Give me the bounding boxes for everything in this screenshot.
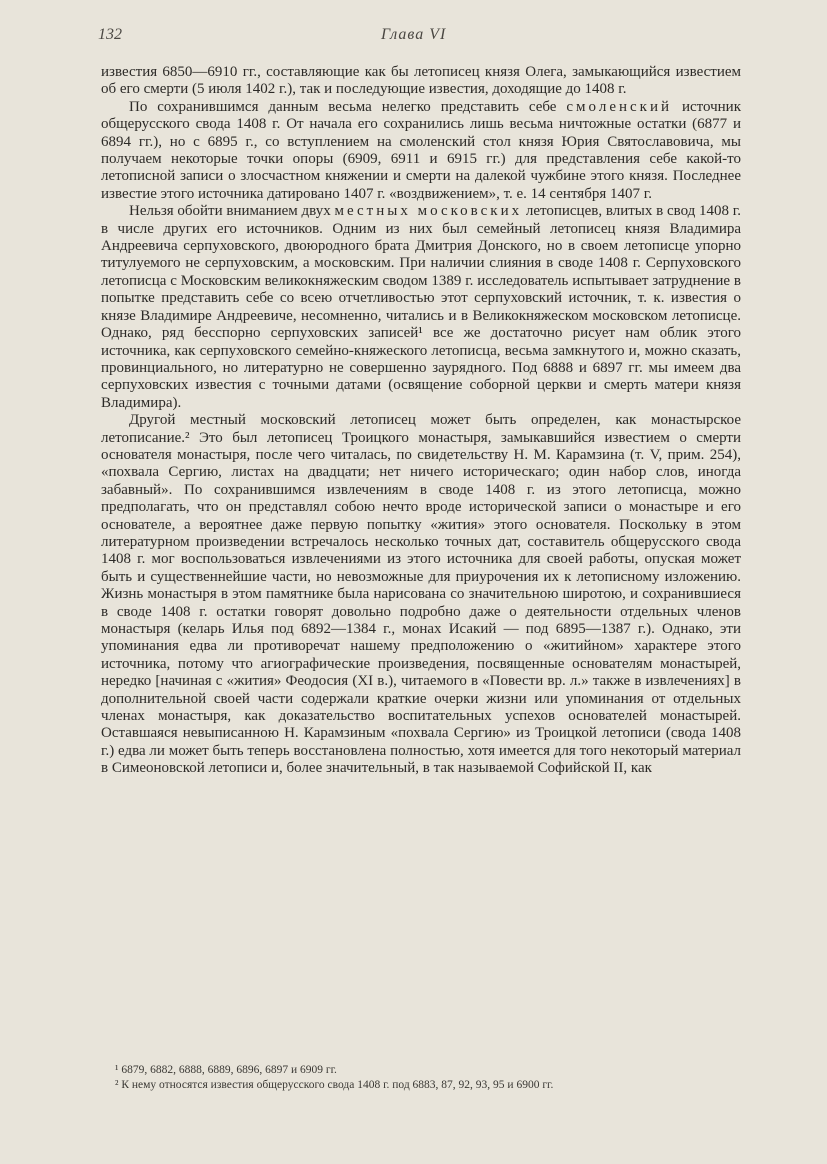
text-run: Другой местный московский летописец может быть определен, как монастырское летописание.² Это был летописец Троицкого монастыря, замыкавшийся известием о смерти основателя монастыря, после чего читалась, по свидетельству Н. М. Карамзина (т. V, прим. 254), «похвала Сергию, листах на двадцати; нет ничего историческаго; один набор слов, иногда забавный». По сохранившимся извлечениям в своде 1408 г. из этого летописца, можно предполагать, что он представлял собою нечто вроде исторической записи о монастыре и его основателе, а вероятнее даже первую попытку «жития» этого основателя. Поскольку в этом литературном произведении встречалось несколько точных дат, составитель общерусского свода 1408 г. мог воспользоваться извлечениями из этого источника для своей работы, опуская может быть и существеннейшие части, но невозможные для приурочения их к летописному изложению. Жизнь монастыря в этом памятнике была нарисована со значительною широтою, и сохранившиеся в своде 1408 г. остатки говорят довольно подробно даже о деятельности отдельных членов монастыря (келарь Илья под 6892—1384 г., монах Исакий — под 6895—1387 г.). Однако, эти упоминания едва ли противоречат нашему предположению о «житийном» характере этого источника, потому что агиографические произведения, посвященные основателям монастырей, нередко [начиная с «жития» Феодосия (XI в.), читаемого в «Повести вр. л.» также в извлечениях] в дополнительной своей части содержали краткие очерки жизни или упоминания от отдельных членах монастыря, как доказательство воспитательных успехов основателей монастырей. Оставшаяся невыписанною Н. Карамзиным «похвала Сергию» из Троицкой летописи (свода 1408 г.) едва ли может быть теперь восстановлена полностью, хотя имеется для того некоторый материал в Симеоновской летописи и, более значительный, в так называемой Софийской II, как [101,412,741,777]
footnote: ² К нему относятся известия общерусского свода 1408 г. под 6883, 87, 92, 93, 95 и 6900 гг. [115,1079,554,1091]
spaced-emphasis: смоленский [566,98,673,115]
text-run: источник общерусского свода 1408 г. От начала его сохранились лишь весьма ничтожные остатки (6877 и 6894 гг.), но с 6895 г., со вступлением на смоленский стол князя Юрия Святославовича, мы получаем некоторые точки опоры (6909, 6911 и 6915 гг.) для представления себе какой-то летописной записи о злосчастном княжении и смерти на далекой чужбине этого князя. Последнее известие этого источника датировано 1407 г. «воздвижением», т. е. 14 сентября 1407 г. [101,98,741,202]
page-number: 132 [98,26,122,43]
paragraph [101,99,741,203]
spaced-emphasis: местных московских [334,203,523,220]
text-run: По сохранившимся данным весьма нелегко представить себе [129,98,567,115]
text-run: Нельзя обойти вниманием двух [129,203,335,220]
footnotes [101,1063,741,1093]
paragraph [101,203,741,412]
footnote: ¹ 6879, 6882, 6888, 6889, 6896, 6897 и 6909 гг. [115,1064,337,1076]
paragraph [101,412,741,778]
running-header [98,26,738,48]
body-text [101,64,741,778]
chapter-title: Глава VI [381,26,447,43]
paragraph [101,64,741,99]
text-run: известия 6850—6910 гг., составляющие как бы летописец князя Олега, замыкающийся известием об его смерти (5 июля 1402 г.), так и последующие известия, доходящие до 1408 г. [101,64,741,98]
text-run: летописцев, влитых в свод 1408 г. в числе других его источников. Одним из них был семейный летописец князя Владимира Андреевича серпуховского, двоюродного брата Дмитрия Донского, но в своем летописце упорно титулуемого не серпуховским, а московским. При наличии слияния в своде 1408 г. Серпуховского летописца с Московским великокняжеским сводом 1389 г. исследователь испытывает затруднение в попытке представить себе со всею отчетливостью этот серпуховский источник, т. к. известия о князе Владимире Андреевиче, несомненно, читались и в Великокняжеском московском летописце. Однако, ряд бесспорно серпуховских записей¹ все же достаточно рисует нам облик этого источника, как серпуховского семейно-княжеского летописца, весьма замкнутого и, можно сказать, провинциального, но литературно не совершенно заурядного. Под 6888 и 6897 гг. мы имеем два серпуховских известия с точными датами (освящение соборной церкви и смерть матери князя Владимира). [101,203,741,411]
